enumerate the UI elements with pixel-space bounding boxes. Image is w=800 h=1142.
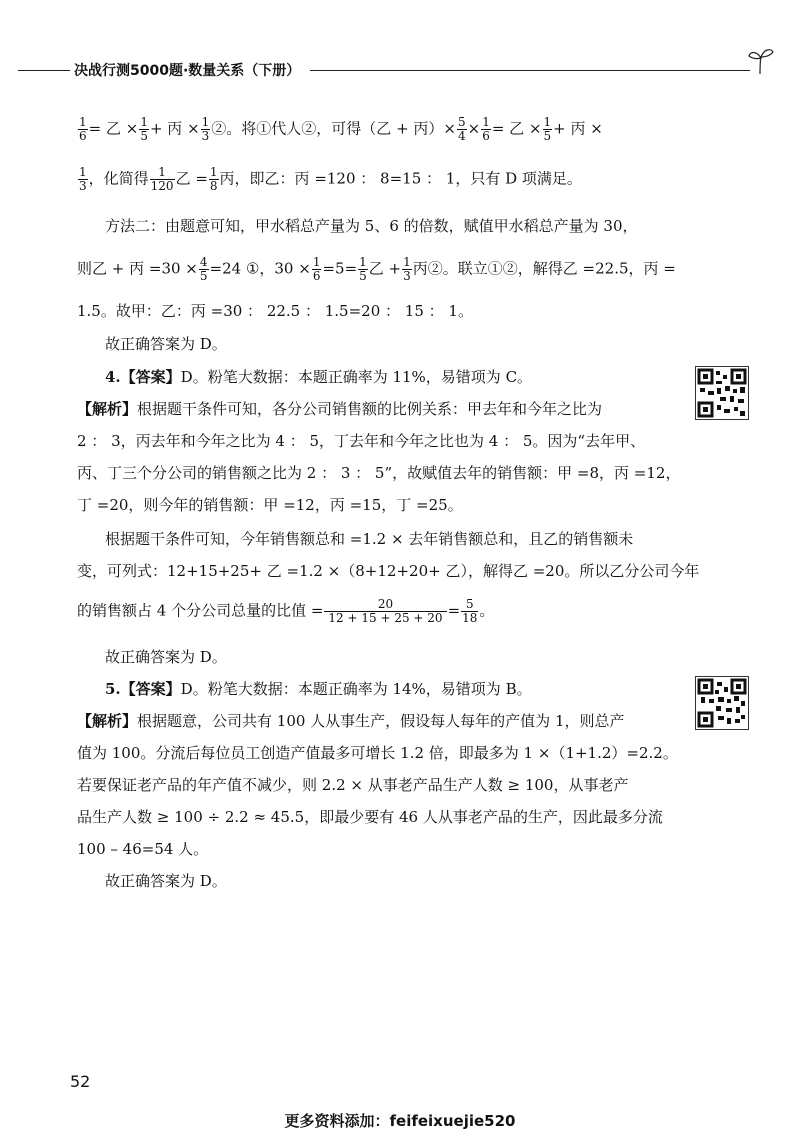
book-title: 决战行测5000题·数量关系（下册） xyxy=(74,63,301,79)
answer-label: 4.【答案】 xyxy=(105,368,181,386)
text-line: 100 – 46=54 人。 xyxy=(77,840,209,858)
fraction: $\frac{5}{4}$ xyxy=(457,115,466,143)
fraction: $\frac{1}{6}$ xyxy=(482,115,490,143)
running-header xyxy=(18,56,778,86)
fraction: $\frac{1}{5}$ xyxy=(140,115,148,143)
header-rule-right xyxy=(310,70,750,71)
text-line: 故正确答案为 D。 xyxy=(105,872,227,890)
text-line: 的销售额占 4 个分公司总量的比值 = $\frac{20}{12 + 15 + 25 + 20}$ = $\frac{5}{18}$ 。 xyxy=(77,597,495,625)
answer-label: 5.【答案】 xyxy=(105,680,181,698)
text-line: 1.5。故甲：乙：丙 =30 ： 22.5 ： 1.5=20 ： 15 ： 1。 xyxy=(77,302,473,320)
answer-line: 4.【答案】D。粉笔大数据：本题正确率为 11%，易错项为 C。 xyxy=(105,368,533,386)
fraction: $\frac{5}{18}$ xyxy=(462,597,478,625)
fraction: $\frac{1}{6}$ xyxy=(312,255,321,283)
text-line: 若要保证老产品的年产值不减少，则 2.2 × 从事老产品生产人数 ≥ 100，从事老产 xyxy=(77,776,629,794)
text-line: 则乙 + 丙 =30 × $\frac{4}{5}$ =24 ①，30 × $\frac{1}{6}$ =5= $\frac{1}{5}$ 乙 + $\frac{1}{3}$ 丙②。联立①②，解得乙 =22.5，丙 = xyxy=(77,255,676,283)
text-line: 变，可列式：12+15+25+ 乙 =1.2 ×（8+12+20+ 乙），解得乙 =20。所以乙分公司今年 xyxy=(77,562,700,580)
fraction: $\frac{1}{5}$ xyxy=(359,255,367,283)
page-number: 52 xyxy=(70,1072,91,1091)
analysis-label: 【解析】 xyxy=(77,712,138,730)
fraction: $\frac{1}{5}$ xyxy=(543,115,552,143)
text-line: 值为 100。分流后每位员工创造产值最多可增长 1.2 倍，即最多为 1 ×（1+1.2）=2.2。 xyxy=(77,744,678,762)
text-line: 品生产人数 ≥ 100 ÷ 2.2 ≈ 45.5，即最少要有 46 人从事老产品的生产，因此最多分流 xyxy=(77,808,663,826)
analysis-line: 【解析】根据题意，公司共有 100 人从事生产，假设每人每年的产值为 1，则总产 xyxy=(77,712,625,730)
header-rule-left xyxy=(18,70,70,71)
text-line: $\frac{1}{3}$ ，化简得 $\frac{1}{120}$ 乙 = $\frac{1}{8}$ 丙，即乙：丙 =120 ： 8=15 ： 1，只有 D 项满足。 xyxy=(79,165,582,193)
fraction: $\frac{20}{12 + 15 + 25 + 20}$ xyxy=(324,598,446,625)
qr-code-icon xyxy=(696,677,748,729)
fraction: $\frac{1}{8}$ xyxy=(209,165,218,193)
text-line: 丙、丁三个分公司的销售额之比为 2 ： 3 ： 5”，故赋值去年的销售额：甲 =8，丙 =12， xyxy=(77,464,681,482)
text-line: 方法二：由题意可知，甲水稻总产量为 5、6 的倍数，赋值甲水稻总产量为 30， xyxy=(105,217,638,235)
sprout-icon xyxy=(746,46,776,76)
fraction: $\frac{1}{6}$ xyxy=(79,115,87,143)
text-line: 故正确答案为 D。 xyxy=(105,648,227,666)
answer-line: 5.【答案】D。粉笔大数据：本题正确率为 14%，易错项为 B。 xyxy=(105,680,532,698)
fraction: $\frac{1}{3}$ xyxy=(403,255,411,283)
qr-code[interactable] xyxy=(695,366,749,420)
qr-code[interactable] xyxy=(695,676,749,730)
analysis-label: 【解析】 xyxy=(77,400,138,418)
footer-note: 更多资料添加：feifeixuejie520 xyxy=(284,1112,516,1130)
text-line: 故正确答案为 D。 xyxy=(105,335,227,353)
fraction: $\frac{1}{3}$ xyxy=(201,115,210,143)
analysis-line: 【解析】根据题干条件可知，各分公司销售额的比例关系：甲去年和今年之比为 xyxy=(77,400,603,418)
text-line: 丁 =20，则今年的销售额：甲 =12，丙 =15，丁 =25。 xyxy=(77,496,463,514)
fraction: $\frac{4}{5}$ xyxy=(199,255,208,283)
qr-code-icon xyxy=(696,367,748,419)
text-line: 2 ： 3，丙去年和今年之比为 4 ： 5，丁去年和今年之比也为 4 ： 5。因为“去年甲、 xyxy=(77,432,646,450)
fraction: $\frac{1}{3}$ xyxy=(79,165,87,193)
text-line: $\frac{1}{6}$ = 乙 × $\frac{1}{5}$ + 丙 × $\frac{1}{3}$ ②。将①代人②，可得（乙 + 丙）× $\frac{5}{4}$ × $\frac{1}{6}$ = 乙 × $\frac{1}{5}$ + 丙 × xyxy=(79,115,603,143)
text-line: 根据题干条件可知，今年销售额总和 =1.2 × 去年销售额总和，且乙的销售额未 xyxy=(105,530,634,548)
fraction: $\frac{1}{120}$ xyxy=(150,165,174,193)
